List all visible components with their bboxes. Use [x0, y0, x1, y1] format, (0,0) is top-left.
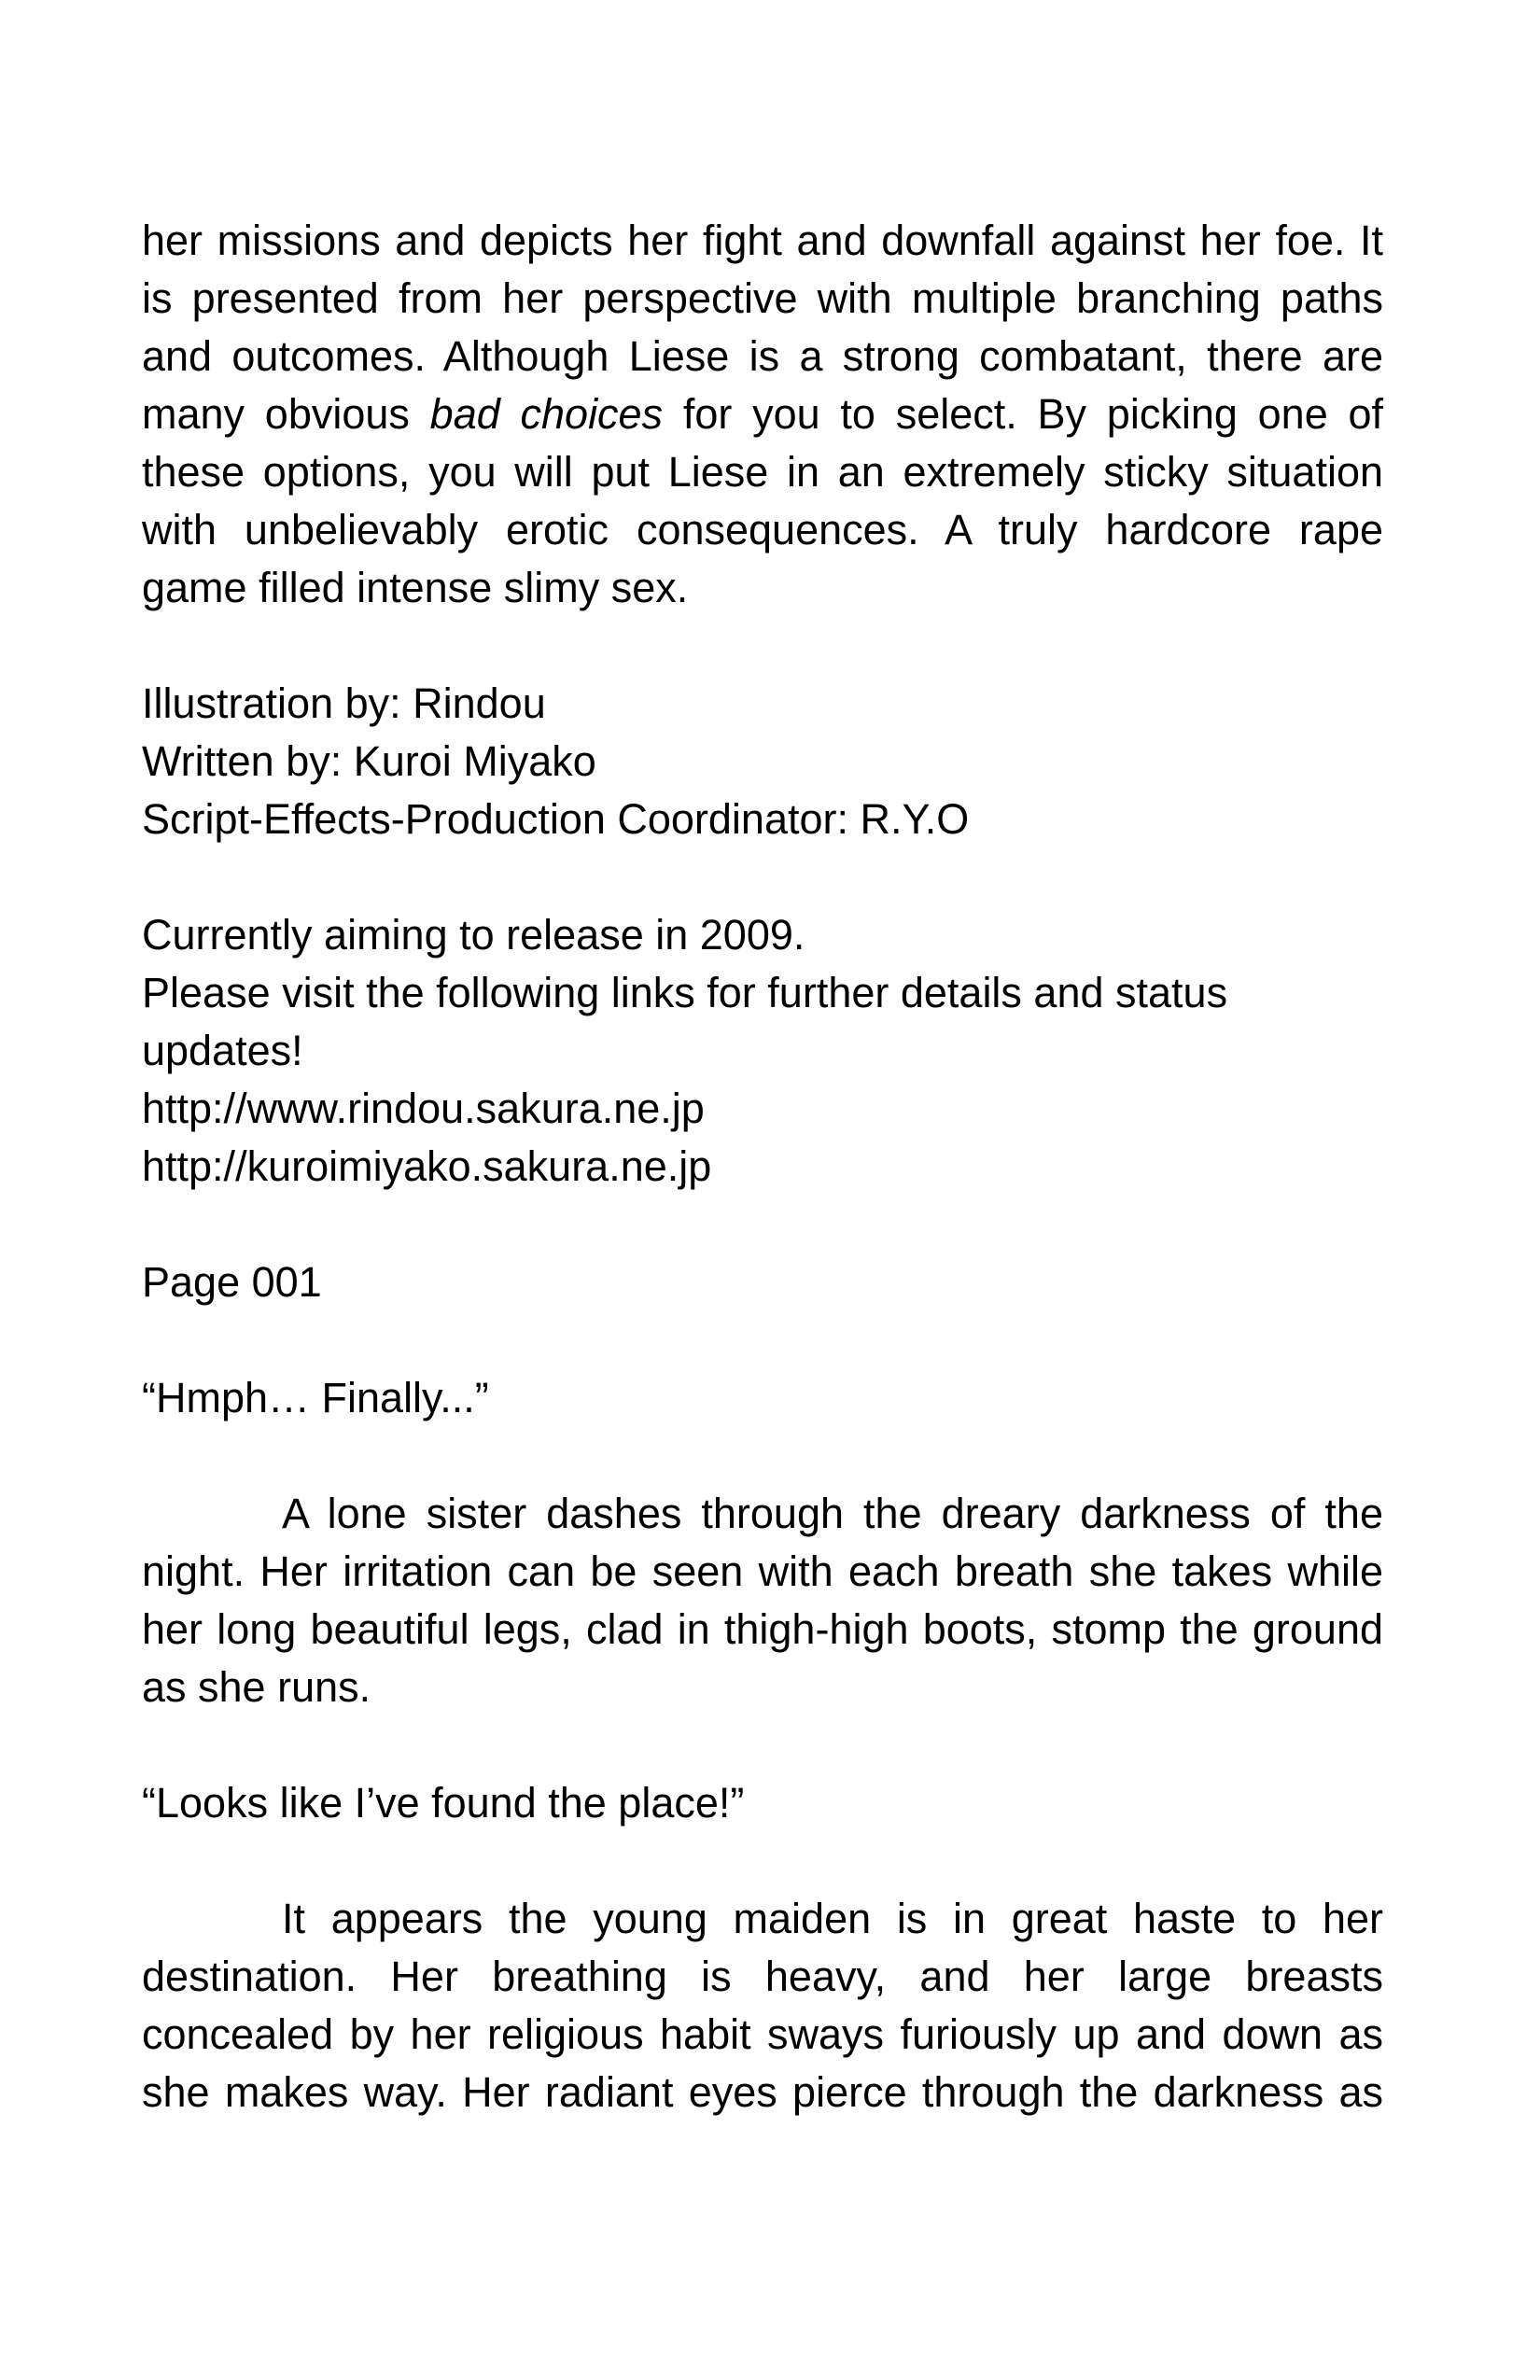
- link-kuroimiyako: http://kuroimiyako.sakura.ne.jp: [142, 1142, 712, 1190]
- blank-line: [142, 617, 1383, 675]
- credit-writer: Written by: Kuroi Miyako: [142, 737, 596, 785]
- blank-line: [142, 1832, 1383, 1890]
- intro-text-after: for you to select. By picking one of these options, you will put Liese in an extremely sticky situation with unbelievably erotic consequences. A truly hardcore rape game filled intense slimy sex.: [142, 390, 1384, 611]
- release-links-intro: Please visit the following links for further details and status updates!: [142, 969, 1228, 1074]
- release-date-line: Currently aiming to release in 2009.: [142, 911, 805, 959]
- credit-coordinator: Script-Effects-Production Coordinator: R.Y.O: [142, 795, 970, 843]
- narration-lone-sister: A lone sister dashes through the dreary darkness of the night. Her irritation can be seen with each breath she takes while her long beautiful legs, clad in thigh-high boots, stomp the ground as she runs.: [142, 1490, 1383, 1711]
- blank-line: [142, 1196, 1383, 1253]
- intro-italic-phrase: bad choices: [429, 390, 664, 438]
- page-label: Page 001: [142, 1258, 322, 1306]
- dialogue-found-place: “Looks like I’ve found the place!”: [142, 1779, 745, 1827]
- credit-illustration: Illustration by: Rindou: [142, 679, 546, 727]
- blank-line: [142, 1716, 1383, 1774]
- intro-text-before: her missions and depicts her fight and downfall against her foe. It is presented from her perspective with multiple branching paths and outcomes. Although Liese is a strong combatant, there are many obvious: [142, 217, 1383, 438]
- intro-paragraph: [142, 212, 1383, 617]
- dialogue-hmph: “Hmph… Finally...”: [142, 1374, 489, 1421]
- blank-line: [142, 1311, 1383, 1369]
- link-rindou: http://www.rindou.sakura.ne.jp: [142, 1085, 705, 1132]
- blank-line: [142, 1427, 1383, 1485]
- blank-line: [142, 848, 1383, 906]
- narration-young-maiden: It appears the young maiden is in great haste to her destination. Her breathing is heavy, and her large breasts concealed by her religious habit sways furiously up and down as she makes way. Her radiant eyes pierce through the darkness as: [142, 1895, 1383, 2116]
